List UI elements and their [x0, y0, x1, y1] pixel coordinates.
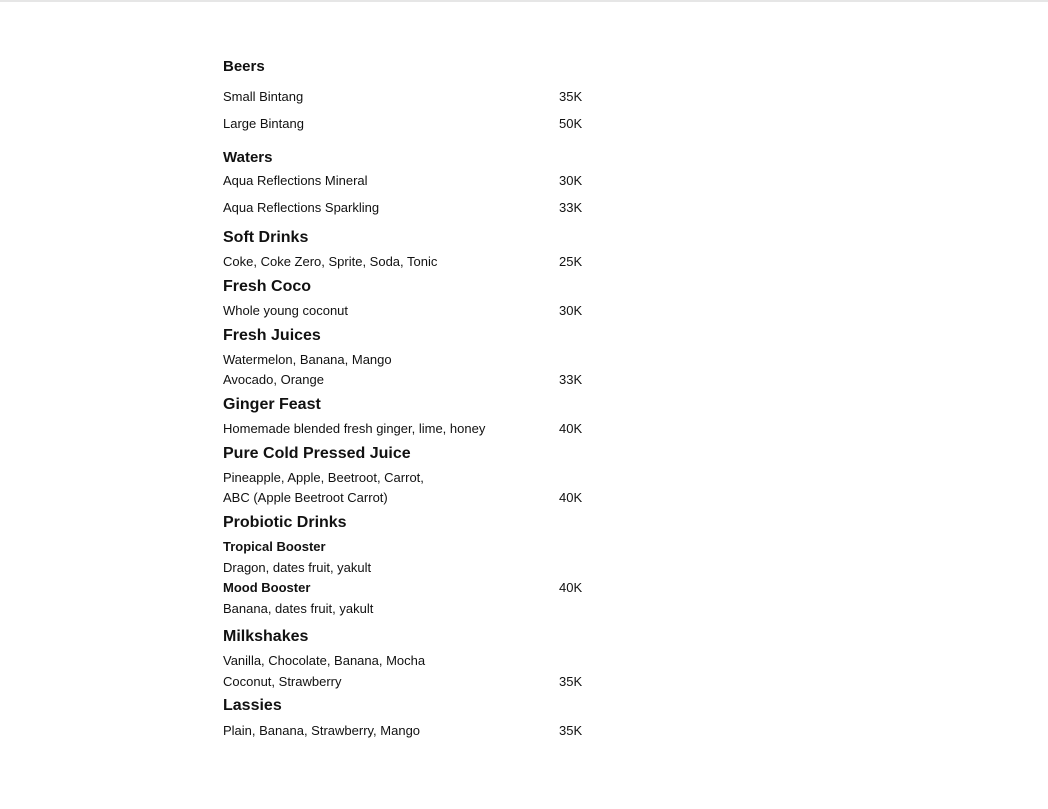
- menu-item-description: Dragon, dates fruit, yakult: [223, 560, 372, 575]
- menu-item-description: Banana, dates fruit, yakult: [223, 601, 374, 616]
- menu-item-price: 50K: [559, 116, 583, 131]
- menu-item-description: Homemade blended fresh ginger, lime, honey: [223, 421, 486, 436]
- section-title-waters: Waters: [223, 149, 273, 166]
- menu-item-description: Whole young coconut: [223, 303, 349, 318]
- menu-subitem-name: Tropical Booster: [223, 539, 326, 554]
- menu-item-price: 35K: [559, 674, 583, 689]
- menu-item-description: Coke, Coke Zero, Sprite, Soda, Tonic: [223, 254, 438, 269]
- menu-item-name: Small Bintang: [223, 89, 304, 104]
- section-title-beers: Beers: [223, 58, 265, 75]
- section-title-soft-drinks: Soft Drinks: [223, 229, 309, 246]
- menu-subitem-name: Mood Booster: [223, 580, 311, 595]
- menu-item-description: Avocado, Orange: [223, 372, 324, 387]
- menu-item-price: 35K: [559, 723, 583, 738]
- menu-item-description: ABC (Apple Beetroot Carrot): [223, 490, 388, 505]
- section-title-milkshakes: Milkshakes: [223, 628, 309, 645]
- menu-item-name: Aqua Reflections Mineral: [223, 173, 368, 188]
- section-title-ginger-feast: Ginger Feast: [223, 396, 321, 413]
- menu-item-name: Aqua Reflections Sparkling: [223, 200, 380, 215]
- menu-item-description: Plain, Banana, Strawberry, Mango: [223, 723, 421, 738]
- menu-item-price: 33K: [559, 372, 583, 387]
- menu-item-name: Large Bintang: [223, 116, 304, 131]
- menu-item-description: Coconut, Strawberry: [223, 674, 342, 689]
- menu-item-price: 40K: [559, 580, 583, 595]
- menu-item-description: Pineapple, Apple, Beetroot, Carrot,: [223, 470, 424, 485]
- menu-item-price: 33K: [559, 200, 583, 215]
- menu-item-price: 25K: [559, 254, 583, 269]
- section-title-lassies: Lassies: [223, 697, 282, 714]
- menu-item-price: 40K: [559, 421, 583, 436]
- menu-item-price: 30K: [559, 173, 583, 188]
- menu-item-description: Vanilla, Chocolate, Banana, Mocha: [223, 653, 426, 668]
- section-title-fresh-juices: Fresh Juices: [223, 327, 321, 344]
- menu-item-description: Watermelon, Banana, Mango: [223, 352, 392, 367]
- section-title-cold-pressed-juice: Pure Cold Pressed Juice: [223, 445, 411, 462]
- menu-item-price: 35K: [559, 89, 583, 104]
- menu-item-price: 40K: [559, 490, 583, 505]
- section-title-probiotic-drinks: Probiotic Drinks: [223, 514, 347, 531]
- menu-item-price: 30K: [559, 303, 583, 318]
- section-title-fresh-coco: Fresh Coco: [223, 278, 312, 295]
